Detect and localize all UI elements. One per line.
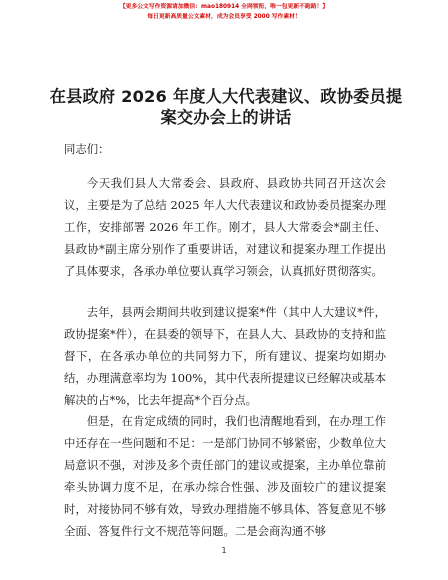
title-line-2: 案交办会上的讲话 — [160, 108, 292, 127]
document-title — [40, 86, 412, 128]
promo-banner — [0, 2, 448, 22]
promo-line-2: 每日更新高质量公文素材，成为会员享受 2000 写作素材！ — [147, 14, 301, 20]
paragraph-2: 去年，县两会期间共收到建议提案*件（其中人大建议*件，政协提案*件），在县委的领导下，在县人大、县政协的支持和监督下，在各承办单位的共同努力下，所有建议、提案均如期办结，办理满意率均为 100%，其中代表所提建议已经解决或基本解决的占*%，比去年提高*个百分点。 — [64, 305, 386, 407]
salutation: 同志们： — [64, 142, 110, 156]
page-number: 1 — [221, 546, 227, 555]
paragraph-3: 但是，在肯定成绩的同时，我们也清醒地看到，在办理工作中还存在一些问题和不足：一是部门协同不够紧密，少数单位大局意识不强，对涉及多个责任部门的建议或提案，主办单位靠前牵头协调力度不足，在承办综合性强、涉及面较广的建议提案时，对接协同不够有效，导致办理措施不够具体、答复意见不够全面、答复件行文不规范等问题。二是会商沟通不够 — [64, 414, 386, 538]
title-line-1: 在县政府 2026 年度人大代表建议、政协委员提 — [49, 87, 403, 106]
promo-line-1: 【更多公文写作资源请加微信：mao180914 全网领衔，唯一包更新不跑路！】 — [119, 4, 329, 10]
paragraph-1: 今天我们县人大常委会、县政府、县政协共同召开这次会议，主要是为了总结 2025 年人大代表建议和政协委员提案办理工作，安排部署 2026 年工作。刚才，县人大常委会*副主任、县政协*副主席分别作了重要讲话，对建议和提案办理工作提出了具体要求，各承办单位要认真学习领会，认真抓好贯彻落实。 — [64, 176, 386, 278]
